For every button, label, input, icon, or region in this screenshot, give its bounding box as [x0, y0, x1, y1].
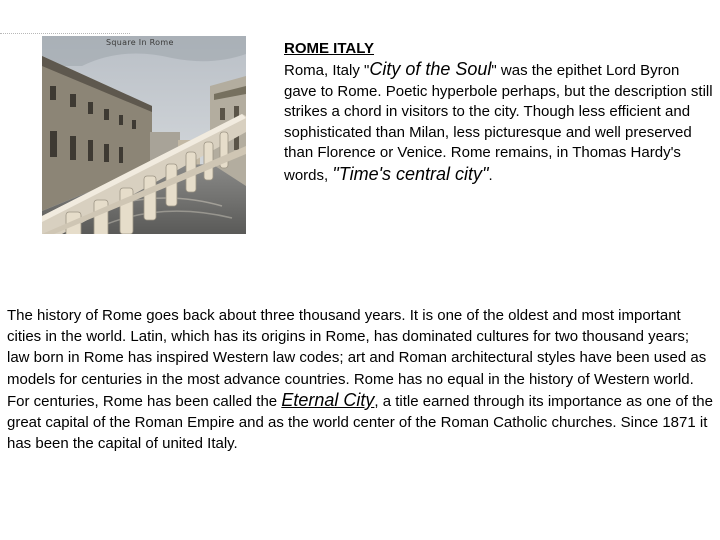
intro-lead: Roma, Italy — [284, 62, 365, 79]
photo-caption: Square In Rome — [106, 38, 174, 47]
intro-paragraph: Roma, Italy "City of the Soul" was the epithet Lord Byron gave to Rome. Poetic hyperbole perhaps, but the description still strikes a chord in visitors to the city. Though less efficient and sophisticated than Milan, less picturesque and well preserved than Florence or Venice. Rome remains, in Thomas Hardy's words, "Time's central city". — [284, 59, 713, 184]
article-title: ROME ITALY — [284, 40, 375, 57]
intro-end: . — [488, 166, 493, 184]
intro-section — [284, 40, 716, 186]
intro-body: was the epithet Lord Byron gave to Rome. Poetic hyperbole perhaps, but the description still strikes a chord in visitors to the city. Though less efficient and sophisticated than Milan, less picturesque and well preserved than Florence or Venice. Rome remains, in Thomas Hardy's words, — [284, 62, 713, 184]
times-central-city-quote: "Time's central city" — [332, 163, 489, 184]
history-text-1: The history of Rome goes back about three thousand years. It is one of the oldest and most important cities in the world. Latin, which has its origins in Rome, has dominated cultures for two thousand years; law born in Rome has inspired Western law codes; art and Roman architectural styles have been used as models for centuries in the most advance countries. Rome has no equal in the history of Western world. For centuries, Rome has been called the — [7, 307, 707, 410]
dotted-divider — [0, 33, 130, 34]
history-text-2: , a title earned through its importance as one of the great capital of the Roman Empire and as the world center of the Roman Catholic churches. Since 1871 it has been the capital of united Italy. — [7, 392, 713, 453]
eternal-city-link[interactable]: Eternal City — [281, 389, 375, 410]
rome-square-photo — [42, 36, 246, 234]
city-of-soul-quote: City of the Soul — [369, 59, 492, 79]
history-paragraph — [7, 305, 715, 454]
